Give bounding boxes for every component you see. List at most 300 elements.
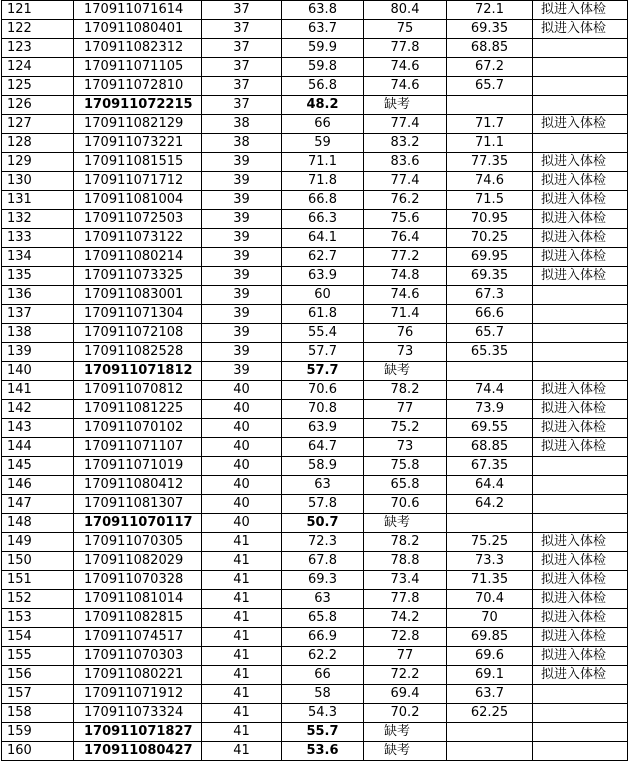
position-code-cell: 38 (202, 115, 282, 134)
interview-score-cell: 72.8 (364, 628, 447, 647)
note-cell (533, 685, 628, 704)
seq-cell: 150 (2, 552, 74, 571)
position-code-cell: 39 (202, 343, 282, 362)
table-row (2, 533, 628, 552)
position-code-cell: 37 (202, 39, 282, 58)
total-score-cell: 74.4 (447, 381, 533, 400)
position-code-cell: 37 (202, 20, 282, 39)
exam-id-cell: 170911071812 (74, 362, 202, 381)
note-cell (533, 362, 628, 381)
interview-score-cell: 75.6 (364, 210, 447, 229)
total-score-cell (447, 723, 533, 742)
written-score-cell: 55.4 (282, 324, 364, 343)
note-cell: 拟进入体检 (533, 571, 628, 590)
exam-id-cell: 170911071304 (74, 305, 202, 324)
table-row (2, 39, 628, 58)
exam-id-cell: 170911080412 (74, 476, 202, 495)
seq-cell: 160 (2, 742, 74, 761)
table-row (2, 96, 628, 115)
table-row (2, 58, 628, 77)
exam-id-cell: 170911081225 (74, 400, 202, 419)
position-code-cell: 40 (202, 438, 282, 457)
exam-id-cell: 170911081014 (74, 590, 202, 609)
exam-id-cell: 170911071019 (74, 457, 202, 476)
interview-score-cell: 74.6 (364, 77, 447, 96)
position-code-cell: 40 (202, 381, 282, 400)
note-cell (533, 77, 628, 96)
exam-id-cell: 170911070305 (74, 533, 202, 552)
position-code-cell: 38 (202, 134, 282, 153)
exam-id-cell: 170911071827 (74, 723, 202, 742)
position-code-cell: 41 (202, 628, 282, 647)
position-code-cell: 39 (202, 286, 282, 305)
interview-score-cell: 70.6 (364, 495, 447, 514)
total-score-cell: 70.25 (447, 229, 533, 248)
table-row (2, 685, 628, 704)
total-score-cell: 73.3 (447, 552, 533, 571)
position-code-cell: 40 (202, 457, 282, 476)
interview-score-cell: 73.4 (364, 571, 447, 590)
written-score-cell: 72.3 (282, 533, 364, 552)
total-score-cell: 71.7 (447, 115, 533, 134)
position-code-cell: 41 (202, 571, 282, 590)
note-cell: 拟进入体检 (533, 153, 628, 172)
table-row (2, 666, 628, 685)
total-score-cell: 69.35 (447, 20, 533, 39)
position-code-cell: 37 (202, 1, 282, 20)
total-score-cell: 71.1 (447, 134, 533, 153)
exam-id-cell: 170911082815 (74, 609, 202, 628)
written-score-cell: 63.7 (282, 20, 364, 39)
exam-id-cell: 170911072503 (74, 210, 202, 229)
total-score-cell: 70.4 (447, 590, 533, 609)
position-code-cell: 37 (202, 96, 282, 115)
written-score-cell: 63.9 (282, 419, 364, 438)
exam-id-cell: 170911070102 (74, 419, 202, 438)
exam-id-cell: 170911071107 (74, 438, 202, 457)
total-score-cell: 71.5 (447, 191, 533, 210)
interview-score-cell: 77.4 (364, 115, 447, 134)
interview-score-cell: 83.6 (364, 153, 447, 172)
interview-score-cell: 73 (364, 438, 447, 457)
total-score-cell: 71.35 (447, 571, 533, 590)
interview-score-cell: 77.8 (364, 39, 447, 58)
position-code-cell: 40 (202, 476, 282, 495)
written-score-cell: 61.8 (282, 305, 364, 324)
exam-id-cell: 170911073122 (74, 229, 202, 248)
interview-score-cell: 74.8 (364, 267, 447, 286)
seq-cell: 143 (2, 419, 74, 438)
interview-score-cell: 71.4 (364, 305, 447, 324)
table-row (2, 495, 628, 514)
note-cell: 拟进入体检 (533, 609, 628, 628)
position-code-cell: 39 (202, 210, 282, 229)
interview-score-cell: 74.6 (364, 286, 447, 305)
position-code-cell: 41 (202, 704, 282, 723)
position-code-cell: 39 (202, 324, 282, 343)
note-cell: 拟进入体检 (533, 210, 628, 229)
table-row (2, 514, 628, 533)
written-score-cell: 57.7 (282, 343, 364, 362)
score-table (1, 0, 628, 761)
total-score-cell: 70 (447, 609, 533, 628)
seq-cell: 139 (2, 343, 74, 362)
table-row (2, 438, 628, 457)
written-score-cell: 70.8 (282, 400, 364, 419)
written-score-cell: 70.6 (282, 381, 364, 400)
table-row (2, 210, 628, 229)
note-cell: 拟进入体检 (533, 666, 628, 685)
written-score-cell: 63 (282, 476, 364, 495)
table-row (2, 153, 628, 172)
seq-cell: 135 (2, 267, 74, 286)
total-score-cell (447, 514, 533, 533)
position-code-cell: 39 (202, 305, 282, 324)
position-code-cell: 41 (202, 590, 282, 609)
interview-score-cell: 77 (364, 647, 447, 666)
note-cell: 拟进入体检 (533, 438, 628, 457)
seq-cell: 129 (2, 153, 74, 172)
note-cell (533, 704, 628, 723)
exam-id-cell: 170911073324 (74, 704, 202, 723)
total-score-cell: 74.6 (447, 172, 533, 191)
position-code-cell: 37 (202, 58, 282, 77)
written-score-cell: 54.3 (282, 704, 364, 723)
position-code-cell: 40 (202, 400, 282, 419)
total-score-cell (447, 742, 533, 761)
seq-cell: 157 (2, 685, 74, 704)
total-score-cell: 63.7 (447, 685, 533, 704)
note-cell (533, 495, 628, 514)
table-row (2, 134, 628, 153)
total-score-cell: 70.95 (447, 210, 533, 229)
total-score-cell (447, 96, 533, 115)
table-row (2, 476, 628, 495)
seq-cell: 128 (2, 134, 74, 153)
position-code-cell: 39 (202, 172, 282, 191)
position-code-cell: 41 (202, 666, 282, 685)
seq-cell: 148 (2, 514, 74, 533)
seq-cell: 144 (2, 438, 74, 457)
table-row (2, 704, 628, 723)
interview-score-cell: 73 (364, 343, 447, 362)
total-score-cell: 65.7 (447, 77, 533, 96)
written-score-cell: 59 (282, 134, 364, 153)
exam-id-cell: 170911083001 (74, 286, 202, 305)
exam-id-cell: 170911082029 (74, 552, 202, 571)
written-score-cell: 66.8 (282, 191, 364, 210)
written-score-cell: 62.7 (282, 248, 364, 267)
table-row (2, 324, 628, 343)
written-score-cell: 63 (282, 590, 364, 609)
note-cell (533, 96, 628, 115)
total-score-cell: 69.35 (447, 267, 533, 286)
table-row (2, 362, 628, 381)
position-code-cell: 40 (202, 419, 282, 438)
note-cell (533, 476, 628, 495)
written-score-cell: 65.8 (282, 609, 364, 628)
note-cell: 拟进入体检 (533, 533, 628, 552)
exam-id-cell: 170911070117 (74, 514, 202, 533)
exam-id-cell: 170911074517 (74, 628, 202, 647)
seq-cell: 145 (2, 457, 74, 476)
note-cell (533, 39, 628, 58)
seq-cell: 156 (2, 666, 74, 685)
exam-id-cell: 170911080401 (74, 20, 202, 39)
total-score-cell: 72.1 (447, 1, 533, 20)
table-row (2, 628, 628, 647)
interview-score-cell: 74.6 (364, 58, 447, 77)
position-code-cell: 39 (202, 248, 282, 267)
position-code-cell: 40 (202, 514, 282, 533)
seq-cell: 133 (2, 229, 74, 248)
position-code-cell: 41 (202, 723, 282, 742)
seq-cell: 126 (2, 96, 74, 115)
total-score-cell: 69.55 (447, 419, 533, 438)
written-score-cell: 63.9 (282, 267, 364, 286)
seq-cell: 123 (2, 39, 74, 58)
exam-id-cell: 170911072215 (74, 96, 202, 115)
seq-cell: 138 (2, 324, 74, 343)
table-row (2, 742, 628, 761)
written-score-cell: 69.3 (282, 571, 364, 590)
exam-id-cell: 170911071105 (74, 58, 202, 77)
table-row (2, 590, 628, 609)
interview-score-cell: 72.2 (364, 666, 447, 685)
seq-cell: 130 (2, 172, 74, 191)
interview-score-cell: 76 (364, 324, 447, 343)
seq-cell: 158 (2, 704, 74, 723)
note-cell: 拟进入体检 (533, 248, 628, 267)
interview-score-cell: 77.8 (364, 590, 447, 609)
written-score-cell: 57.7 (282, 362, 364, 381)
total-score-cell: 73.9 (447, 400, 533, 419)
table-row (2, 457, 628, 476)
written-score-cell: 64.7 (282, 438, 364, 457)
table-row (2, 571, 628, 590)
total-score-cell: 75.25 (447, 533, 533, 552)
interview-score-cell: 75 (364, 20, 447, 39)
interview-score-cell: 80.4 (364, 1, 447, 20)
position-code-cell: 39 (202, 191, 282, 210)
table-row (2, 552, 628, 571)
position-code-cell: 37 (202, 77, 282, 96)
written-score-cell: 66.3 (282, 210, 364, 229)
table-row (2, 115, 628, 134)
exam-id-cell: 170911071912 (74, 685, 202, 704)
exam-id-cell: 170911073325 (74, 267, 202, 286)
seq-cell: 127 (2, 115, 74, 134)
seq-cell: 147 (2, 495, 74, 514)
note-cell: 拟进入体检 (533, 419, 628, 438)
interview-score-cell: 缺考 (364, 514, 447, 533)
position-code-cell: 40 (202, 495, 282, 514)
note-cell: 拟进入体检 (533, 628, 628, 647)
interview-score-cell: 缺考 (364, 362, 447, 381)
total-score-cell: 67.3 (447, 286, 533, 305)
exam-id-cell: 170911080427 (74, 742, 202, 761)
written-score-cell: 67.8 (282, 552, 364, 571)
interview-score-cell: 70.2 (364, 704, 447, 723)
position-code-cell: 39 (202, 362, 282, 381)
table-row (2, 305, 628, 324)
total-score-cell: 64.4 (447, 476, 533, 495)
interview-score-cell: 缺考 (364, 723, 447, 742)
seq-cell: 154 (2, 628, 74, 647)
interview-score-cell: 缺考 (364, 96, 447, 115)
written-score-cell: 58.9 (282, 457, 364, 476)
note-cell: 拟进入体检 (533, 267, 628, 286)
seq-cell: 124 (2, 58, 74, 77)
seq-cell: 134 (2, 248, 74, 267)
interview-score-cell: 78.2 (364, 381, 447, 400)
written-score-cell: 57.8 (282, 495, 364, 514)
written-score-cell: 71.1 (282, 153, 364, 172)
note-cell: 拟进入体检 (533, 552, 628, 571)
note-cell: 拟进入体检 (533, 647, 628, 666)
table-row (2, 191, 628, 210)
note-cell (533, 324, 628, 343)
note-cell: 拟进入体检 (533, 229, 628, 248)
note-cell (533, 134, 628, 153)
position-code-cell: 41 (202, 533, 282, 552)
table-row (2, 229, 628, 248)
written-score-cell: 48.2 (282, 96, 364, 115)
interview-score-cell: 65.8 (364, 476, 447, 495)
written-score-cell: 59.8 (282, 58, 364, 77)
total-score-cell: 65.7 (447, 324, 533, 343)
position-code-cell: 41 (202, 685, 282, 704)
seq-cell: 152 (2, 590, 74, 609)
exam-id-cell: 170911081004 (74, 191, 202, 210)
table-row (2, 609, 628, 628)
total-score-cell: 68.85 (447, 438, 533, 457)
written-score-cell: 55.7 (282, 723, 364, 742)
table-row (2, 248, 628, 267)
total-score-cell: 67.35 (447, 457, 533, 476)
position-code-cell: 39 (202, 153, 282, 172)
position-code-cell: 39 (202, 267, 282, 286)
note-cell: 拟进入体检 (533, 381, 628, 400)
note-cell: 拟进入体检 (533, 590, 628, 609)
exam-id-cell: 170911071712 (74, 172, 202, 191)
table-row (2, 343, 628, 362)
total-score-cell: 67.2 (447, 58, 533, 77)
seq-cell: 137 (2, 305, 74, 324)
exam-id-cell: 170911081307 (74, 495, 202, 514)
table-row (2, 267, 628, 286)
written-score-cell: 64.1 (282, 229, 364, 248)
table-row (2, 77, 628, 96)
note-cell (533, 457, 628, 476)
seq-cell: 141 (2, 381, 74, 400)
total-score-cell: 69.6 (447, 647, 533, 666)
position-code-cell: 41 (202, 552, 282, 571)
total-score-cell: 77.35 (447, 153, 533, 172)
seq-cell: 131 (2, 191, 74, 210)
note-cell (533, 343, 628, 362)
interview-score-cell: 69.4 (364, 685, 447, 704)
note-cell (533, 514, 628, 533)
interview-score-cell: 75.2 (364, 419, 447, 438)
seq-cell: 159 (2, 723, 74, 742)
exam-id-cell: 170911082129 (74, 115, 202, 134)
seq-cell: 155 (2, 647, 74, 666)
exam-id-cell: 170911070812 (74, 381, 202, 400)
note-cell: 拟进入体检 (533, 20, 628, 39)
written-score-cell: 62.2 (282, 647, 364, 666)
table-row (2, 20, 628, 39)
seq-cell: 125 (2, 77, 74, 96)
written-score-cell: 66 (282, 115, 364, 134)
written-score-cell: 59.9 (282, 39, 364, 58)
interview-score-cell: 83.2 (364, 134, 447, 153)
interview-score-cell: 78.8 (364, 552, 447, 571)
total-score-cell: 69.85 (447, 628, 533, 647)
seq-cell: 132 (2, 210, 74, 229)
table-row (2, 286, 628, 305)
seq-cell: 142 (2, 400, 74, 419)
note-cell (533, 286, 628, 305)
exam-id-cell: 170911071614 (74, 1, 202, 20)
written-score-cell: 50.7 (282, 514, 364, 533)
written-score-cell: 66 (282, 666, 364, 685)
exam-id-cell: 170911070328 (74, 571, 202, 590)
seq-cell: 136 (2, 286, 74, 305)
note-cell: 拟进入体检 (533, 172, 628, 191)
interview-score-cell: 77 (364, 400, 447, 419)
written-score-cell: 71.8 (282, 172, 364, 191)
table-row (2, 172, 628, 191)
seq-cell: 121 (2, 1, 74, 20)
total-score-cell: 69.1 (447, 666, 533, 685)
seq-cell: 153 (2, 609, 74, 628)
written-score-cell: 66.9 (282, 628, 364, 647)
position-code-cell: 41 (202, 609, 282, 628)
table-row (2, 381, 628, 400)
seq-cell: 122 (2, 20, 74, 39)
written-score-cell: 53.6 (282, 742, 364, 761)
written-score-cell: 56.8 (282, 77, 364, 96)
total-score-cell: 65.35 (447, 343, 533, 362)
total-score-cell: 62.25 (447, 704, 533, 723)
total-score-cell: 68.85 (447, 39, 533, 58)
note-cell: 拟进入体检 (533, 191, 628, 210)
total-score-cell: 66.6 (447, 305, 533, 324)
exam-id-cell: 170911070303 (74, 647, 202, 666)
table-row (2, 400, 628, 419)
score-table-body (2, 1, 628, 761)
total-score-cell (447, 362, 533, 381)
total-score-cell: 64.2 (447, 495, 533, 514)
total-score-cell: 69.95 (447, 248, 533, 267)
note-cell: 拟进入体检 (533, 1, 628, 20)
table-row (2, 1, 628, 20)
written-score-cell: 58 (282, 685, 364, 704)
interview-score-cell: 77.2 (364, 248, 447, 267)
exam-id-cell: 170911081515 (74, 153, 202, 172)
table-row (2, 419, 628, 438)
position-code-cell: 41 (202, 647, 282, 666)
exam-id-cell: 170911072810 (74, 77, 202, 96)
position-code-cell: 39 (202, 229, 282, 248)
seq-cell: 146 (2, 476, 74, 495)
seq-cell: 151 (2, 571, 74, 590)
interview-score-cell: 76.2 (364, 191, 447, 210)
exam-id-cell: 170911082528 (74, 343, 202, 362)
seq-cell: 149 (2, 533, 74, 552)
seq-cell: 140 (2, 362, 74, 381)
